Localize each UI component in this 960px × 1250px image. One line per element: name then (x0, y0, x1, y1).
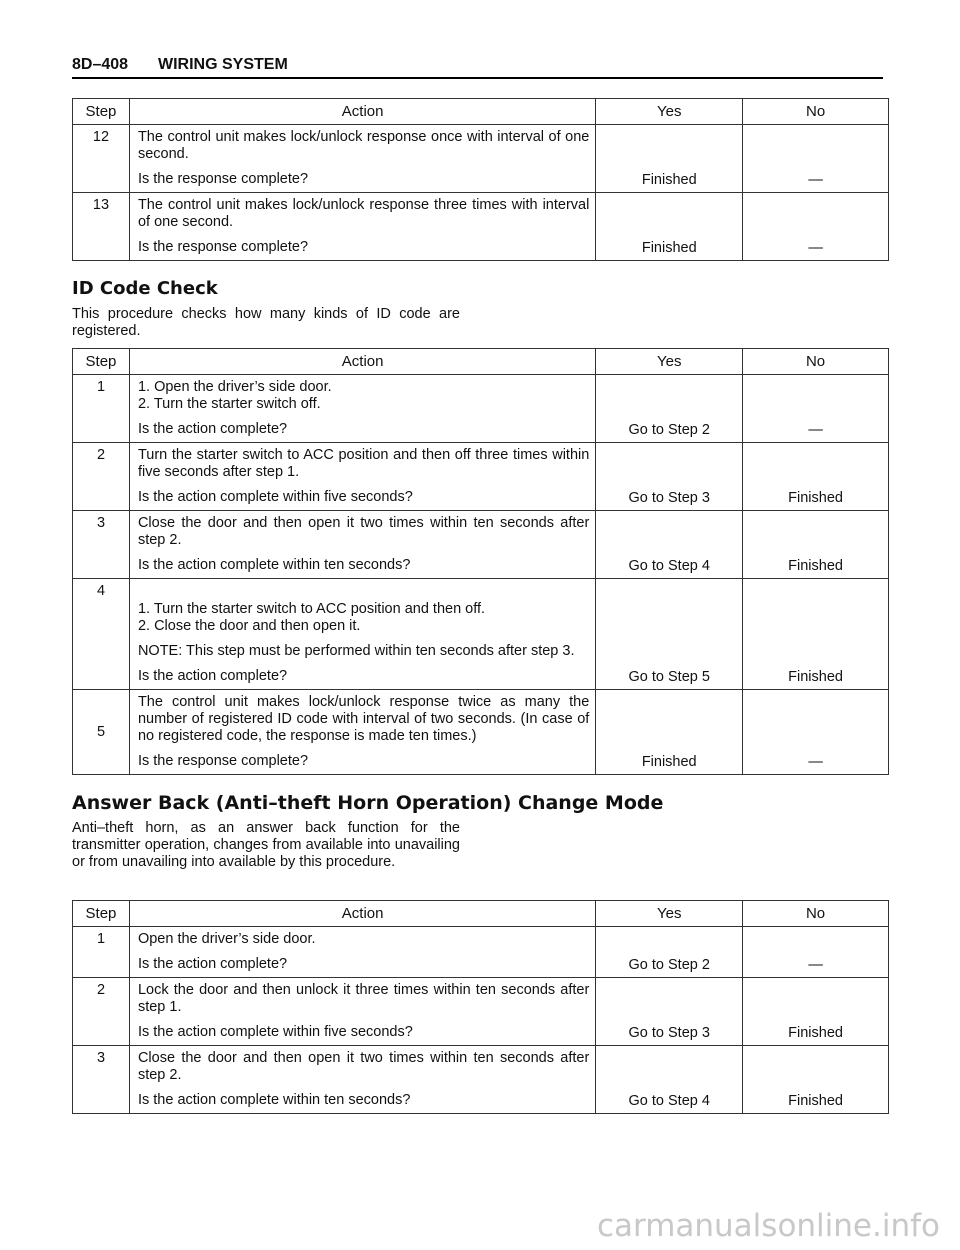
step-number: 4 (73, 579, 130, 690)
action-text: Turn the starter switch to ACC position and then off three times within five seconds after step 1. (137, 447, 590, 480)
section-description-answer-back: Anti–theft horn, as an answer back function for the transmitter operation, changes from available into unavailing or from unavailing into available by this procedure. (72, 820, 460, 870)
answer-back-table (72, 900, 889, 1114)
action-text: The control unit makes lock/unlock response once with interval of one second. (137, 129, 590, 162)
action-text: Close the door and then open it two times within ten seconds after step 2. (137, 515, 590, 548)
table-header-row (73, 99, 889, 125)
action-question: Is the action complete? (137, 421, 288, 437)
action-text: The control unit makes lock/unlock response twice as many the number of registered ID code with interval of two seconds. (In case of no registered code, the response is made ten times.) (137, 694, 590, 744)
col-step: Step (73, 349, 130, 375)
yes-result: Go to Step 2 (596, 375, 743, 443)
table-row (73, 978, 889, 1046)
action-list-item: 2. Turn the starter switch off. (137, 396, 321, 412)
action-cell (129, 690, 595, 775)
step-number: 3 (73, 511, 130, 579)
action-question: Is the response complete? (137, 753, 309, 769)
action-question: Is the action complete? (137, 668, 288, 684)
action-cell (129, 443, 595, 511)
steps-table-continued (72, 98, 889, 261)
table-row (73, 1046, 889, 1114)
col-no: No (743, 901, 889, 927)
col-no: No (743, 99, 889, 125)
no-result: — (743, 927, 889, 978)
col-action: Action (129, 349, 595, 375)
no-result: — (743, 125, 889, 193)
action-cell (129, 927, 595, 978)
table-row (73, 443, 889, 511)
section-title-id-code: ID Code Check (72, 278, 218, 299)
table-header-row (73, 901, 889, 927)
page-header (72, 55, 883, 79)
table-row (73, 511, 889, 579)
action-cell (129, 375, 595, 443)
action-question: Is the action complete within five seconds? (137, 1024, 413, 1040)
yes-result: Go to Step 5 (596, 579, 743, 690)
table-row (73, 690, 889, 775)
col-yes: Yes (596, 901, 743, 927)
page-code: 8D–408 (72, 56, 129, 73)
step-number: 5 (73, 690, 130, 775)
action-text: Close the door and then open it two times within ten seconds after step 2. (137, 1050, 590, 1083)
action-question: Is the action complete? (137, 956, 288, 972)
table-header-row (73, 349, 889, 375)
step-number: 13 (73, 193, 130, 261)
action-question: Is the action complete within ten seconds? (137, 557, 411, 573)
table-row (73, 193, 889, 261)
yes-result: Go to Step 2 (596, 927, 743, 978)
no-result: Finished (743, 978, 889, 1046)
id-code-check-table (72, 348, 889, 775)
no-result: Finished (743, 511, 889, 579)
action-cell (129, 978, 595, 1046)
col-step: Step (73, 99, 130, 125)
action-list-item: 1. Turn the starter switch to ACC position and then off. (137, 601, 486, 617)
col-yes: Yes (596, 99, 743, 125)
step-number: 3 (73, 1046, 130, 1114)
no-result: Finished (743, 579, 889, 690)
action-question: Is the response complete? (137, 171, 309, 187)
col-yes: Yes (596, 349, 743, 375)
table-row (73, 375, 889, 443)
step-number: 2 (73, 443, 130, 511)
action-question: Is the action complete within five seconds? (137, 489, 413, 505)
yes-result: Finished (596, 125, 743, 193)
action-question: Is the response complete? (137, 239, 309, 255)
no-result: — (743, 690, 889, 775)
action-note: NOTE: This step must be performed within ten seconds after step 3. (137, 643, 575, 659)
action-text: The control unit makes lock/unlock response three times with interval of one second. (137, 197, 590, 230)
section-title-answer-back: Answer Back (Anti–theft Horn Operation) Change Mode (72, 792, 664, 814)
yes-result: Go to Step 4 (596, 511, 743, 579)
yes-result: Go to Step 4 (596, 1046, 743, 1114)
action-cell (129, 579, 595, 690)
step-number: 2 (73, 978, 130, 1046)
action-cell (129, 511, 595, 579)
action-question: Is the action complete within ten seconds? (137, 1092, 411, 1108)
col-no: No (743, 349, 889, 375)
table-row (73, 927, 889, 978)
col-step: Step (73, 901, 130, 927)
step-number: 1 (73, 375, 130, 443)
yes-result: Finished (596, 690, 743, 775)
action-cell (129, 125, 595, 193)
section-description-id-code: This procedure checks how many kinds of ID code are registered. (72, 306, 460, 339)
no-result: Finished (743, 443, 889, 511)
step-number: 12 (73, 125, 130, 193)
no-result: — (743, 193, 889, 261)
no-result: — (743, 375, 889, 443)
action-list-item: 1. Open the driver’s side door. (137, 379, 332, 395)
action-text: Lock the door and then unlock it three times within ten seconds after step 1. (137, 982, 590, 1015)
watermark[interactable]: carmanualsonline.info (596, 1208, 940, 1244)
page-title: WIRING SYSTEM (158, 56, 288, 73)
action-cell (129, 193, 595, 261)
action-cell (129, 1046, 595, 1114)
no-result: Finished (743, 1046, 889, 1114)
yes-result: Finished (596, 193, 743, 261)
col-action: Action (129, 99, 595, 125)
step-number: 1 (73, 927, 130, 978)
col-action: Action (129, 901, 595, 927)
table-row (73, 579, 889, 690)
yes-result: Go to Step 3 (596, 443, 743, 511)
action-list-item: 2. Close the door and then open it. (137, 618, 361, 634)
action-text: Open the driver’s side door. (137, 931, 316, 947)
yes-result: Go to Step 3 (596, 978, 743, 1046)
table-row (73, 125, 889, 193)
